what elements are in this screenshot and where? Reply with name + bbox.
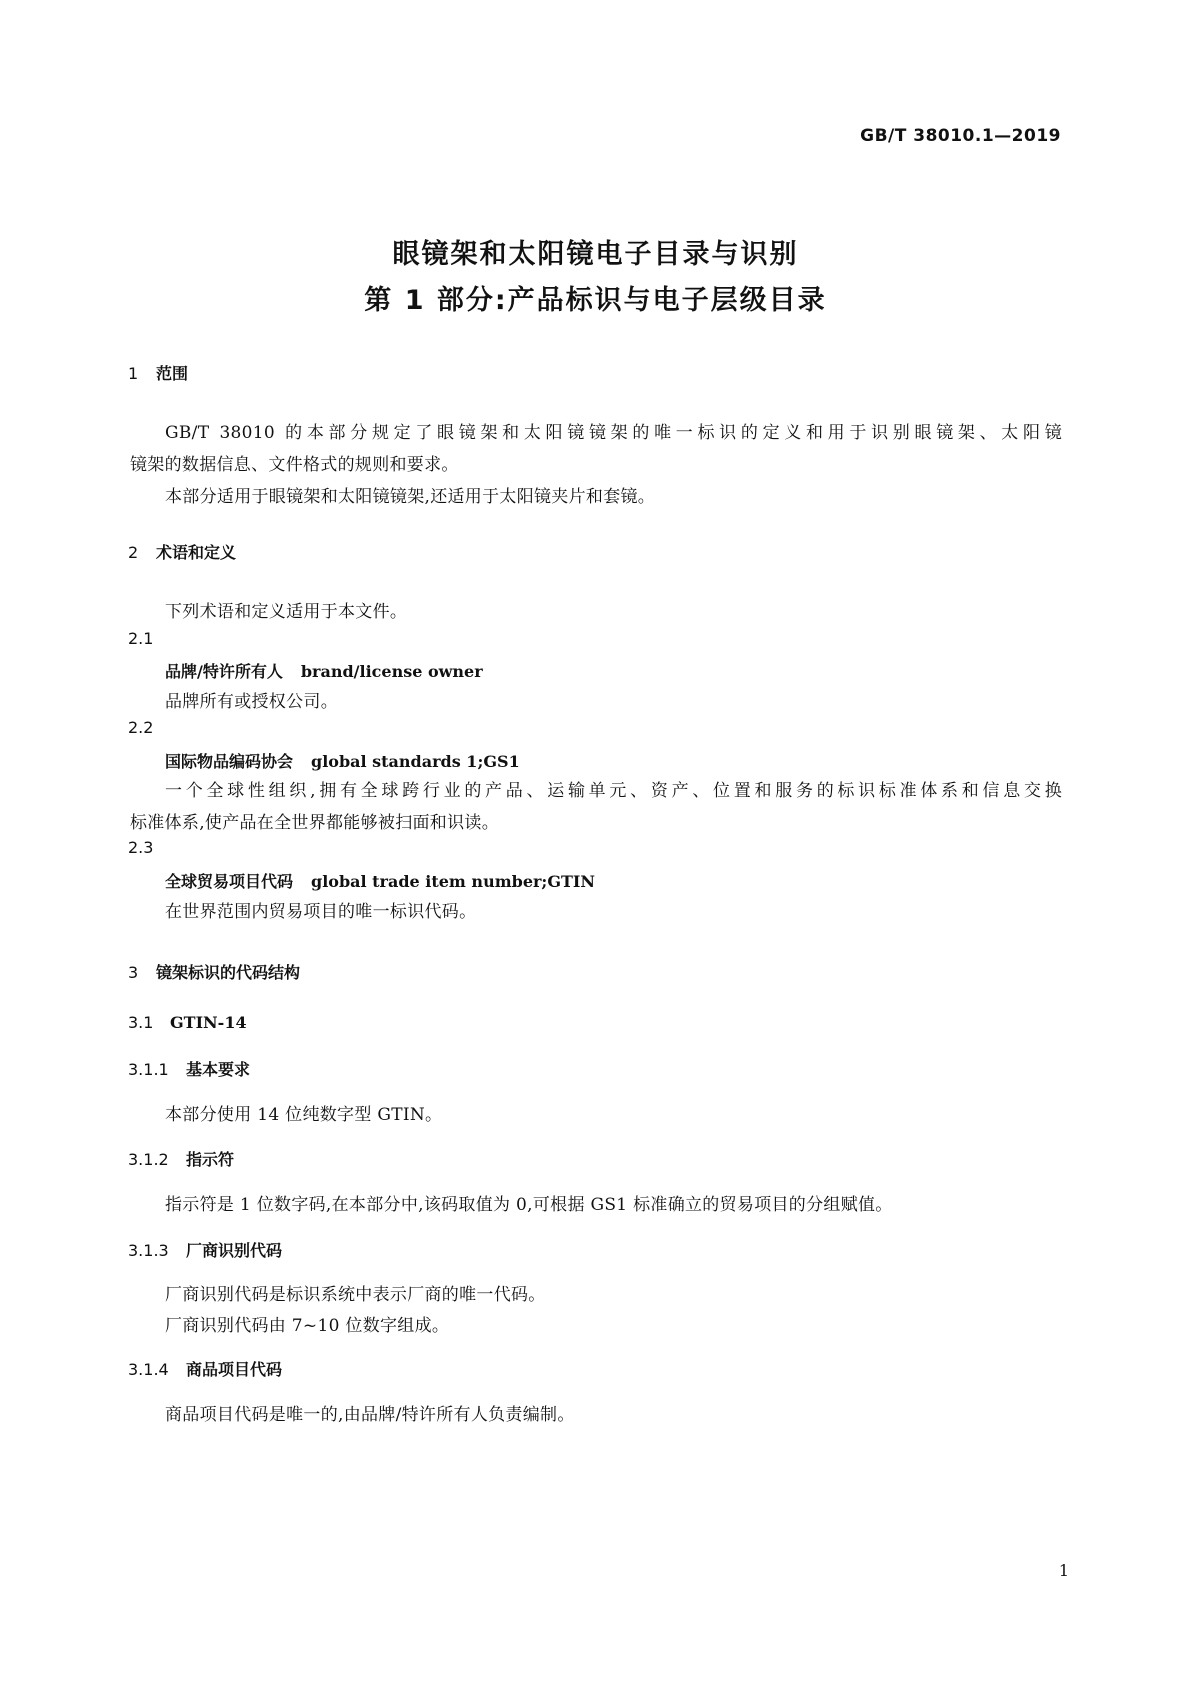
section-1-heading (128, 361, 188, 384)
section-3-1-1-title: 基本要求 (186, 1060, 251, 1079)
document-title-line2: 第 1 部分:产品标识与电子层级目录 (364, 285, 827, 316)
term-2-2-number: 2.2 (128, 718, 154, 737)
section-2-intro: 下列术语和定义适用于本文件。 (165, 602, 408, 622)
term-2-1-number: 2.1 (128, 629, 154, 648)
term-2-3-definition: 在世界范围内贸易项目的唯一标识代码。 (165, 902, 477, 922)
term-2-3-number: 2.3 (128, 838, 154, 857)
term-2-3-en: global trade item number;GTIN (311, 872, 596, 891)
section-3-1-2-title: 指示符 (186, 1150, 235, 1169)
section-3-1-number: 3.1 (128, 1013, 154, 1032)
section-1-paragraph-2: 本部分适用于眼镜架和太阳镜镜架,还适用于太阳镜夹片和套镜。 (165, 487, 656, 507)
section-2-title: 术语和定义 (156, 543, 237, 562)
section-3-number: 3 (128, 963, 139, 982)
term-2-3-title (165, 869, 595, 892)
standard-code: GB/T 38010.1—2019 (860, 126, 1061, 146)
term-2-1-definition: 品牌所有或授权公司。 (165, 692, 338, 712)
section-3-1-4-text: 商品项目代码是唯一的,由品牌/特许所有人负责编制。 (165, 1405, 575, 1425)
term-2-1-zh: 品牌/特许所有人 (165, 662, 283, 681)
term-2-1-title (165, 659, 483, 682)
term-2-2-definition-line-1: 一个全球性组织,拥有全球跨行业的产品、运输单元、资产、位置和服务的标识标准体系和信息交换 (165, 781, 1062, 801)
section-3-1-2-text: 指示符是 1 位数字码,在本部分中,该码取值为 0,可根据 GS1 标准确立的贸易项目的分组赋值。 (165, 1195, 893, 1215)
section-1-paragraph-1-line-1: GB/T 38010 的本部分规定了眼镜架和太阳镜镜架的唯一标识的定义和用于识别眼镜架、太阳镜 (165, 423, 1062, 443)
section-3-1-heading (128, 1013, 247, 1032)
section-3-1-2-heading (128, 1147, 234, 1170)
document-title-line1: 眼镜架和太阳镜电子目录与识别 (392, 239, 799, 270)
section-3-1-1-heading (128, 1057, 250, 1080)
term-2-2-definition-line-2: 标准体系,使产品在全世界都能够被扫面和识读。 (130, 813, 500, 833)
term-2-3-zh: 全球贸易项目代码 (165, 872, 294, 891)
page-number: 1 (1058, 1561, 1069, 1580)
section-3-1-3-text-2: 厂商识别代码由 7~10 位数字组成。 (165, 1316, 450, 1336)
section-3-1-3-text-1: 厂商识别代码是标识系统中表示厂商的唯一代码。 (165, 1285, 546, 1305)
term-2-1-en: brand/license owner (300, 662, 483, 681)
section-3-1-1-text: 本部分使用 14 位纯数字型 GTIN。 (165, 1105, 443, 1125)
section-3-1-3-title: 厂商识别代码 (186, 1241, 283, 1260)
section-3-1-3-heading (128, 1238, 282, 1261)
section-3-1-4-title: 商品项目代码 (186, 1360, 283, 1379)
section-2-number: 2 (128, 543, 139, 562)
section-3-1-1-number: 3.1.1 (128, 1060, 169, 1079)
section-3-1-2-number: 3.1.2 (128, 1150, 169, 1169)
section-3-1-title: GTIN-14 (170, 1013, 247, 1032)
term-2-2-zh: 国际物品编码协会 (165, 752, 294, 771)
section-3-heading (128, 960, 300, 983)
term-2-2-title (165, 749, 520, 772)
section-3-1-4-number: 3.1.4 (128, 1360, 169, 1379)
section-2-heading (128, 540, 236, 563)
section-1-paragraph-1-line-2: 镜架的数据信息、文件格式的规则和要求。 (130, 455, 459, 475)
section-3-title: 镜架标识的代码结构 (156, 963, 301, 982)
section-1-number: 1 (128, 364, 139, 383)
term-2-2-en: global standards 1;GS1 (311, 752, 520, 771)
section-3-1-3-number: 3.1.3 (128, 1241, 169, 1260)
section-1-title: 范围 (156, 364, 189, 383)
section-3-1-4-heading (128, 1357, 282, 1380)
